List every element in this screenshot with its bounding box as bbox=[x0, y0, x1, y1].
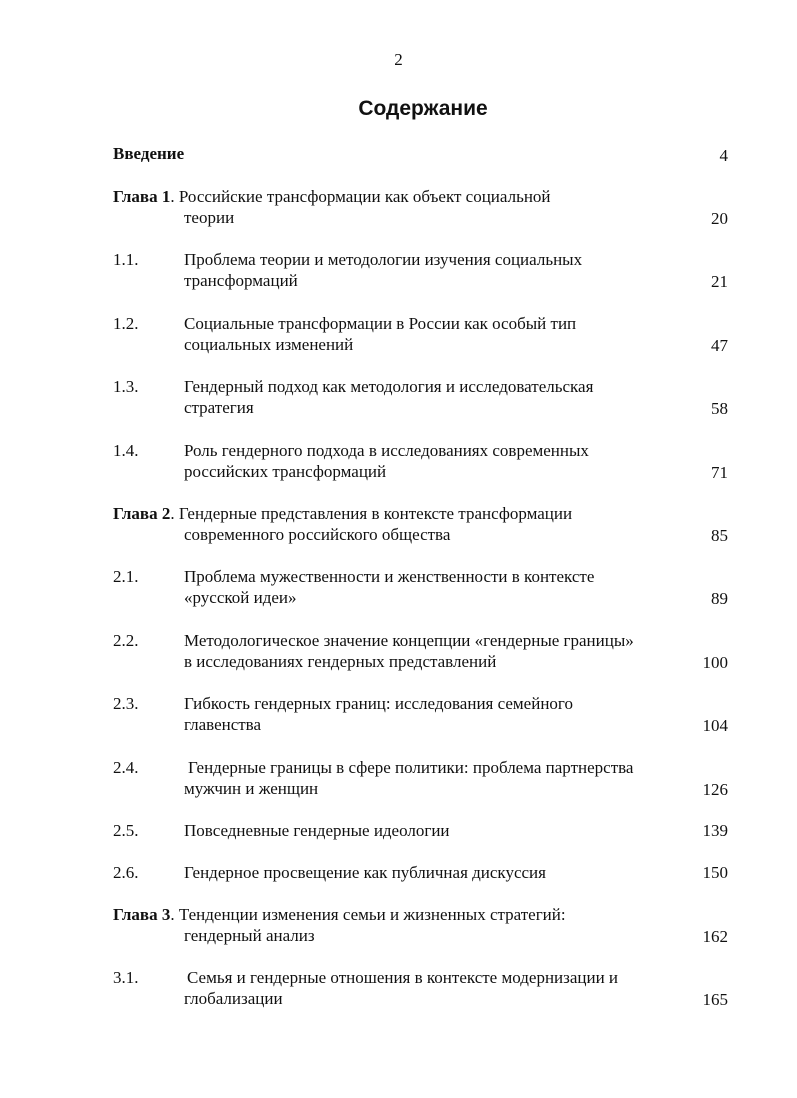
section-title-line1: Гибкость гендерных границ: исследования семейного bbox=[184, 694, 573, 713]
chapter-title-line1: . Российские трансформации как объект социальной bbox=[170, 187, 551, 206]
chapter-title-line2: гендерный анализ bbox=[184, 926, 315, 945]
chapter-title-line2: теории bbox=[184, 208, 235, 227]
chapter-title-line2: современного российского общества bbox=[184, 525, 451, 544]
section-page: 104 bbox=[702, 716, 728, 735]
section-page: 126 bbox=[702, 780, 728, 799]
section-page: 150 bbox=[702, 863, 728, 882]
chapter-page: 85 bbox=[711, 526, 728, 545]
section-page: 165 bbox=[702, 990, 728, 1009]
section-title-line1: Проблема теории и методологии изучения социальных bbox=[184, 250, 583, 269]
section-title-line1: Гендерные границы в сфере политики: проблема партнерства bbox=[188, 758, 634, 777]
section-number: 3.1. bbox=[113, 968, 139, 987]
section-title-line1: Семья и гендерные отношения в контексте модернизации и bbox=[187, 968, 619, 987]
section-title-line1: Проблема мужественности и женственности в контексте bbox=[184, 567, 595, 586]
section-title-line2: глобализации bbox=[184, 989, 283, 1008]
section-title-line2: стратегия bbox=[184, 398, 254, 417]
intro-label: Введение bbox=[113, 144, 185, 163]
chapter-title-line1: . Гендерные представления в контексте трансформации bbox=[170, 504, 573, 523]
section-number: 2.3. bbox=[113, 694, 139, 713]
section-number: 2.5. bbox=[113, 821, 139, 840]
section-title-line1: Методологическое значение концепции «гендерные границы» bbox=[184, 631, 634, 650]
chapter-label: Глава 2 bbox=[113, 504, 171, 523]
section-title-line2: главенства bbox=[184, 715, 262, 734]
section-title-line2: трансформаций bbox=[184, 271, 298, 290]
section-number: 1.2. bbox=[113, 314, 139, 333]
section-number: 2.6. bbox=[113, 863, 139, 882]
section-number: 2.2. bbox=[113, 631, 139, 650]
section-number: 2.1. bbox=[113, 567, 139, 586]
section-title-line1: Гендерный подход как методология и исследовательская bbox=[184, 377, 594, 396]
section-page: 58 bbox=[711, 399, 728, 418]
section-number: 1.3. bbox=[113, 377, 139, 396]
page-number: 2 bbox=[394, 50, 403, 69]
section-number: 1.1. bbox=[113, 250, 139, 269]
chapter-page: 162 bbox=[702, 927, 728, 946]
section-page: 139 bbox=[702, 821, 728, 840]
intro-page: 4 bbox=[719, 146, 728, 165]
toc-title: Содержание bbox=[358, 97, 488, 120]
section-title-line2: мужчин и женщин bbox=[184, 779, 319, 798]
section-page: 89 bbox=[711, 589, 728, 608]
section-title-line1: Роль гендерного подхода в исследованиях современных bbox=[184, 441, 589, 460]
section-title-line1: Повседневные гендерные идеологии bbox=[184, 821, 450, 840]
chapter-page: 20 bbox=[711, 209, 728, 228]
chapter-label: Глава 3 bbox=[113, 905, 171, 924]
section-page: 71 bbox=[711, 463, 728, 482]
section-title-line2: «русской идеи» bbox=[184, 588, 297, 607]
section-title-line2: российских трансформаций bbox=[184, 462, 387, 481]
section-page: 21 bbox=[711, 272, 728, 291]
section-number: 1.4. bbox=[113, 441, 139, 460]
section-number: 2.4. bbox=[113, 758, 139, 777]
section-title-line2: в исследованиях гендерных представлений bbox=[184, 652, 497, 671]
section-title-line1: Гендерное просвещение как публичная дискуссия bbox=[184, 863, 546, 882]
section-title-line2: социальных изменений bbox=[184, 335, 354, 354]
chapter-label: Глава 1 bbox=[113, 187, 171, 206]
section-title-line1: Социальные трансформации в России как особый тип bbox=[184, 314, 577, 333]
section-page: 47 bbox=[711, 336, 728, 355]
section-page: 100 bbox=[702, 653, 728, 672]
chapter-title-line1: . Тенденции изменения семьи и жизненных стратегий: bbox=[170, 905, 566, 924]
